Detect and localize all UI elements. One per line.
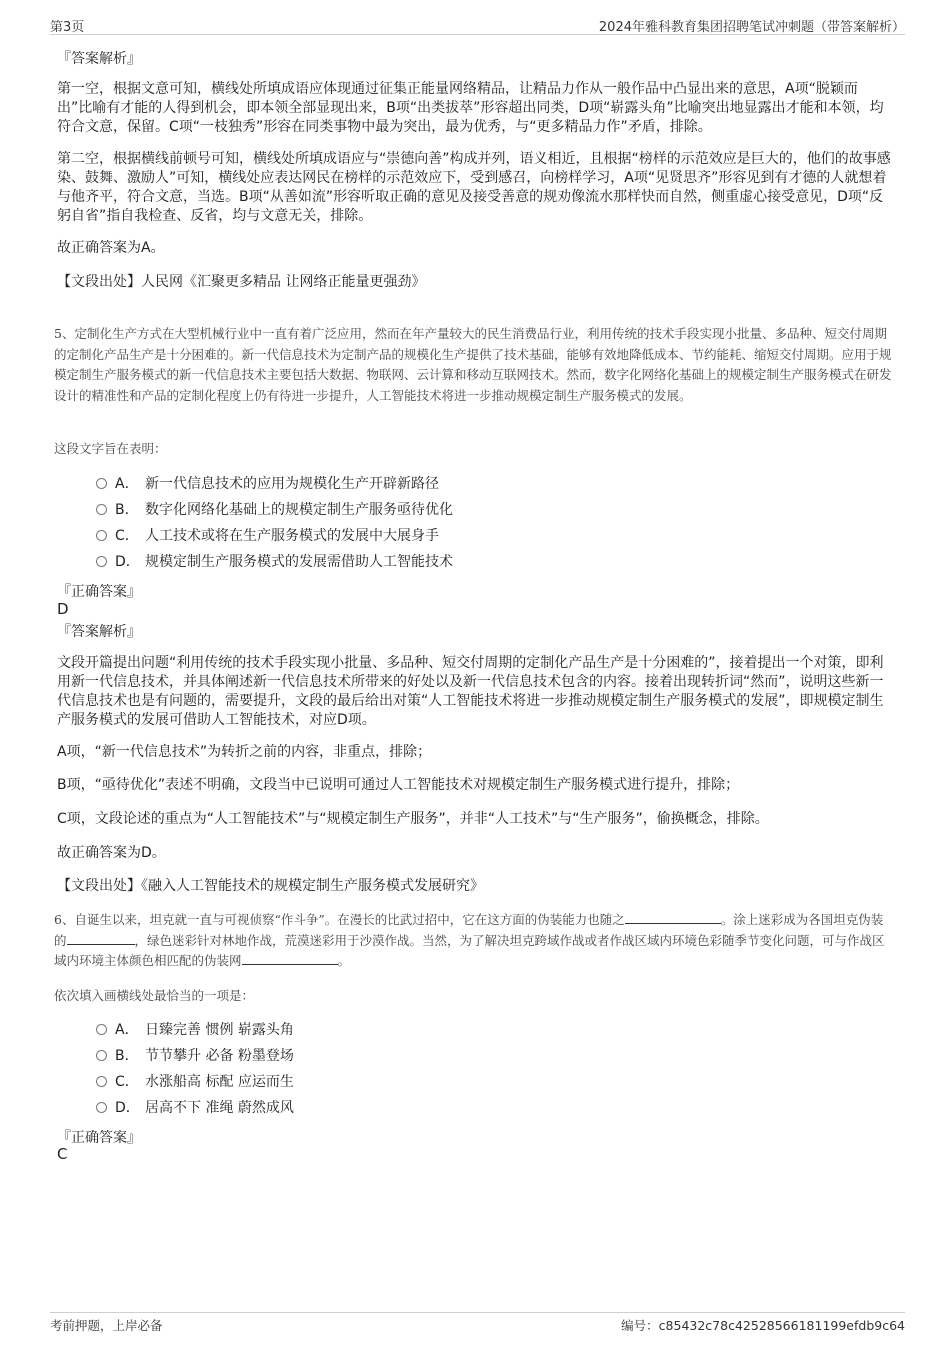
q5-analysis-para1: 文段开篇提出问题“利用传统的技术手段实现小批量、多品种、短交付周期的定制化产品生产是十分困难的”，接着提出一个对策，即利用新一代信息技术，并具体阐述新一代信息技术所带来的好处以及新一代信息技术包含的内容。接着出现转折词“然而”，说明这些新一代信息技术也是有问题的，需要提升，文段的最后给出对策“人工智能技术将进一步推动规模定制生产服务模式的发展”，即规模定制生产服务模式的发展可借助人工智能技术，对应D项。 — [57, 655, 884, 728]
option-letter: A． — [115, 476, 139, 492]
radio-icon[interactable] — [96, 478, 107, 489]
q5-option-b[interactable] — [96, 500, 453, 520]
q4-conclusion: 故正确答案为A。 — [57, 240, 165, 256]
q5-option-c[interactable] — [96, 526, 439, 546]
q6-answer-label: 『正确答案』 — [57, 1130, 141, 1146]
q5-option-d[interactable] — [96, 552, 453, 572]
option-letter: D． — [115, 554, 140, 570]
q4-analysis-para2: 第二空，根据横线前顿号可知，横线处所填成语应与“崇德向善”构成并列，语义相近，且根据“榜样的示范效应是巨大的，他们的故事感染、鼓舞、激励人”可知，横线处应表达网民在榜样的示范效应下，受到感召，向榜样学习，A项“见贤思齐”形容见到有才德的人就想着与他齐平，符合文意，当选。B项“从善如流”形容听取正确的意见及接受善意的规劝像流水那样快而自然，侧重虚心接受意见，D项“反躬自省”指自我检查、反省，均与文意无关，排除。 — [57, 151, 891, 224]
q6-text-part2: 。涂上迷彩成为各国坦克伪装的 — [54, 912, 884, 948]
radio-icon[interactable] — [96, 1102, 107, 1113]
page-header — [50, 14, 905, 35]
radio-icon[interactable] — [96, 504, 107, 515]
q6-blank-1 — [625, 911, 721, 924]
footer-slogan: 考前押题，上岸必备 — [50, 1318, 163, 1333]
q6-option-a[interactable] — [96, 1020, 294, 1040]
q6-blank-3 — [242, 952, 338, 965]
q5-analysis-line-a: A项，“新一代信息技术”为转折之前的内容，非重点，排除； — [57, 744, 432, 760]
document-title: 2024年雅科教育集团招聘笔试冲刺题（带答案解析） — [598, 20, 905, 35]
q4-source: 【文段出处】人民网《汇聚更多精品 让网络正能量更强劲》 — [57, 274, 426, 290]
q5-prompt: 这段文字旨在表明： — [54, 441, 167, 456]
q5-answer-label: 『正确答案』 — [57, 584, 141, 600]
page-number: 第3页 — [50, 20, 85, 35]
radio-icon[interactable] — [96, 1024, 107, 1035]
page-footer — [50, 1312, 905, 1331]
option-letter: C． — [115, 1074, 139, 1090]
option-text: 数字化网络化基础上的规模定制生产服务亟待优化 — [145, 502, 453, 518]
q5-analysis-label: 『答案解析』 — [57, 624, 141, 640]
option-letter: D． — [115, 1100, 140, 1116]
q6-option-d[interactable] — [96, 1098, 294, 1118]
option-text: 节节攀升 必备 粉墨登场 — [145, 1048, 294, 1064]
q5-option-a[interactable] — [96, 474, 439, 494]
q4-analysis-para1: 第一空，根据文意可知，横线处所填成语应体现通过征集正能量网络精品，让精品力作从一般作品中凸显出来的意思，A项“脱颖而出”比喻有才能的人得到机会，即本领全部显现出来，B项“出类拔萃”形容超出同类，D项“崭露头角”比喻突出地显露出才能和本领，均符合文意，保留。C项“一枝独秀”形容在同类事物中最为突出，最为优秀，与“更多精品力作”矛盾，排除。 — [57, 81, 884, 135]
option-letter: A． — [115, 1022, 139, 1038]
q5-answer: D — [57, 600, 69, 618]
q6-answer: C — [57, 1145, 68, 1163]
q5-source: 【文段出处】《融入人工智能技术的规模定制生产服务模式发展研究》 — [57, 878, 484, 894]
q5-analysis-line-c: C项，文段论述的重点为“人工智能技术”与“规模定制生产服务”，并非“人工技术”与“生产服务”，偷换概念，排除。 — [57, 811, 769, 827]
option-letter: B． — [115, 1048, 139, 1064]
radio-icon[interactable] — [96, 1076, 107, 1087]
option-text: 人工技术或将在生产服务模式的发展中大展身手 — [145, 528, 439, 544]
q6-text-part4: 。 — [337, 953, 351, 968]
q6-text-part3: ，绿色迷彩针对林地作战，荒漠迷彩用于沙漠作战。当然，为了解决坦克跨域作战或者作战区域内环境色彩随季节变化问题，可与作战区域内环境主体颜色相匹配的伪装网 — [54, 932, 885, 968]
option-text: 新一代信息技术的应用为规模化生产开辟新路径 — [145, 476, 439, 492]
radio-icon[interactable] — [96, 556, 107, 567]
option-text: 日臻完善 惯例 崭露头角 — [145, 1022, 294, 1038]
q6-text-part1: 6、自诞生以来，坦克就一直与可视侦察“作斗争”。在漫长的比武过招中，它在这方面的伪装能力也随之 — [54, 912, 625, 927]
q6-option-c[interactable] — [96, 1072, 294, 1092]
q6-option-b[interactable] — [96, 1046, 294, 1066]
option-letter: B． — [115, 502, 139, 518]
q6-blank-2 — [67, 932, 135, 945]
q6-text — [54, 910, 894, 972]
option-text: 水涨船高 标配 应运而生 — [145, 1074, 294, 1090]
q5-text: 5、定制化生产方式在大型机械行业中一直有着广泛应用，然而在年产量较大的民生消费品行业，利用传统的技术手段实现小批量、多品种、短交付周期的定制化产品生产是十分困难的。新一代信息技术为定制产品的规模化生产提供了技术基础，能够有效地降低成本、节约能耗、缩短交付周期。应用于规模定制生产服务模式的新一代信息技术主要包括大数据、物联网、云计算和移动互联网技术。然而，数字化网络化基础上的规模定制生产服务模式在研发设计的精准性和产品的定制化程度上仍有待进一步提升，人工智能技术将进一步推动规模定制生产服务模式的发展。 — [54, 326, 892, 403]
option-text: 居高不下 准绳 蔚然成风 — [145, 1100, 294, 1116]
q6-prompt: 依次填入画横线处最恰当的一项是： — [54, 988, 255, 1003]
q4-analysis-label: 『答案解析』 — [57, 51, 141, 67]
radio-icon[interactable] — [96, 1050, 107, 1061]
q5-analysis-line-b: B项，“亟待优化”表述不明确，文段当中已说明可通过人工智能技术对规模定制生产服务模式进行提升，排除； — [57, 777, 740, 793]
q5-conclusion: 故正确答案为D。 — [57, 845, 166, 861]
radio-icon[interactable] — [96, 530, 107, 541]
footer-serial: 编号：c85432c78c42528566181199efdb9c64 — [621, 1318, 905, 1333]
option-text: 规模定制生产服务模式的发展需借助人工智能技术 — [145, 554, 453, 570]
option-letter: C． — [115, 528, 139, 544]
